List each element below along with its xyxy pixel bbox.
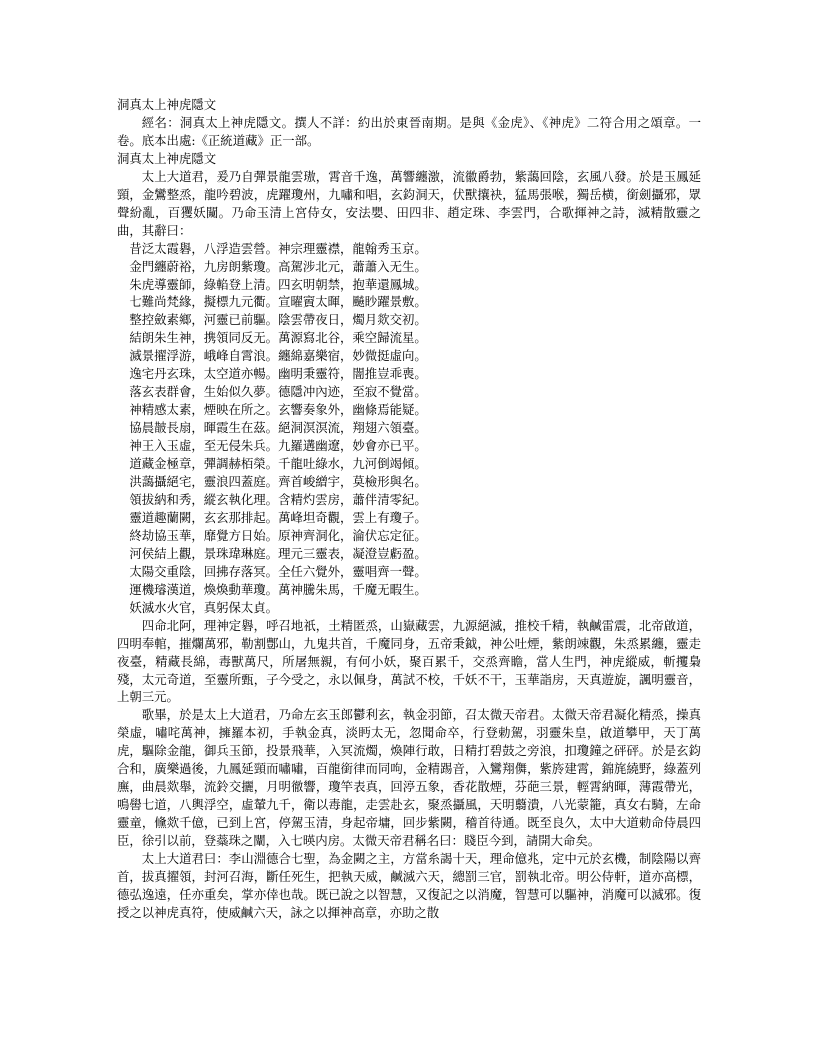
verse-line: 七難尚梵緣，擬標九元衢。宣曜賨太暉，飇眇躍景敷。 <box>129 294 427 310</box>
verse-line: 神精感太素，煙映在所之。玄響奏象外，幽條焉能疑。 <box>129 402 427 418</box>
verse-line: 妖滅水火官，真躬保太貞。 <box>129 599 279 615</box>
verse-line: 金門纏蔚裕，九房朗紫瓊。高駕涉北元，蕭蕭入无生。 <box>129 258 427 274</box>
verse-line: 滅景擢浮游，峨峰自霄浪。纏綿嘉樂宿，妙微挺虛向。 <box>129 348 427 364</box>
verse-line: 朱虎導靈師，綠輡登上清。四玄明朝禁，抱華還鳳城。 <box>129 276 427 292</box>
preface-paragraph: 經名：洞真太上神虎隱文。撰人不詳：約出於東晉南期。是與《金虎》、《神虎》二符合用之頌章。一卷。底本出處:《正統道藏》正一部。 <box>117 114 701 148</box>
north-command-paragraph: 四命北阿，理神定礜，呼召地祇，土精匿烝，山嶽藏雲，九源絕滅，推校千精，執鹹雷震，北帝啟道，四明奉輨，摧爛萬邪，勒割鄷山，九鬼共首，千魔同身，五帝秉鉞，神公吐煙，紫朗竦觀，朱烝累纏，靈走夜臺，精藏長綿，毒獸萬尺，所屠無親，有何小妖，聚百累千，交烝齊瞻，當人生門，神虎縱威，斬攫梟殘，太元奇道，至靈所甄，子今受之，永以佩身，萬試不校，千妖不干，玉華詣房，天真遊旋，諷明靈音，上朝三元。 <box>117 617 701 705</box>
verse-line: 靈道趣蘭闕，玄玄那排起。萬峰坦奇觀，雲上有瓊子。 <box>129 509 427 525</box>
document-body <box>117 96 701 922</box>
section-title-line: 洞真太上神虎隱文 <box>117 150 217 166</box>
verse-line: 河侯結上觀，景珠瑋琳庭。理元三靈表，凝澄豈虧盈。 <box>129 545 427 561</box>
dao-lord-reply-paragraph: 太上大道君曰：李山淵德合七聖，為金闕之主，方當糸謁十天，理命億兆，定中元於玄機，制陰陽以齊首，拔真擢領，封河召海，斷任死生，把執天威，鹹滅六天，總罰三官，罰執北帝。明公侍軒，道亦高標，德弘逸遠，任亦重矣，掌亦倖也哉。既已說之以智慧，又復記之以消魔，智慧可以驅神，消魔可以滅邪。復授之以神虎真符，使威鹹六天，詠之以揮神高章，亦助之散 <box>117 851 701 920</box>
verse-line: 神王入玉虛，至无侵朱兵。九羅遘幽遼，妙會亦已平。 <box>129 438 427 454</box>
verse-line: 協晨皵長扇，暉霞生在茲。絕洞溟溟流，翔翅六領臺。 <box>129 420 427 436</box>
verse-line: 運機璿漢道，煥煥動華瓊。萬神騰朱馬，千魔无暇生。 <box>129 581 427 597</box>
hymn-verse-block <box>117 240 701 617</box>
verse-line: 落玄表群會，生始似久夢。德隱冲內迹，至寂不覺當。 <box>129 384 427 400</box>
verse-line: 太陽交重陰，回拂存落冥。全任六覺外，靈唱齊一聲。 <box>129 563 427 579</box>
song-completion-paragraph: 歌畢，於是太上大道君，乃命左玄玉郎鬱利玄，執金羽節，召太微天帝君。太微天帝君凝化精烝，操真榮虛，嘯咤萬神，擁羅本初，手執金真，淡眄太无，忽聞命卒，行登勅駕，羽靈朱皇，啟道攀甲，天丁萬虎，驅除金龍，御兵玉節，投景飛華，入冥流燭，煥陣行敢，日精打碧鼓之旁浪，扣瓊鐘之砰砰。於是玄鈞合和，廣樂過後，九鳳延頸而嘯嘯，百龍銜律而同呴，金精踢音，入鸞翔儛，紫旍建霄，錦旄繞野，綠蓋列廡，曲晨欻舉，流鈴交攦，月明徹響，瓊竿表真，回渟五象，香花散煙，芬葩三景，輕霄納暉，薄霞帶光，鳴嚳七道，八輿浮空，虛輦九千，衛以毒龍，走雲赴玄，聚烝攝風，天明蘙潰，八光蒙籠，真女右騎，左命靈童，儵欻千億，已到上宮，停駕玉清，身起帝墉，回步紫闕，稽首待通。既至良久，太中大道勅命侍晨四臣，徐引以前，登蘂珠之闡，入七暎内房。太微天帝君稱名曰：賤臣今到，請開大命矣。 <box>117 707 701 849</box>
verse-line: 洪藹攝絕宅，靈浪四蓋庭。齊首峻繒宇，莫檢形與名。 <box>129 474 427 490</box>
document-title-line: 洞真太上神虎隱文 <box>117 97 217 112</box>
verse-line: 結朗朱生神，携領同反无。萬源寫北谷，乘空歸流星。 <box>129 330 427 346</box>
opening-narrative-paragraph: 太上大道君，爰乃自彈景龍雲璈，霄音千逸，萬響纏激，流徽爵勃，紫藹回陰，玄風八發。於是玉鳳延頸，金鸞整烝，龍吟碧波，虎躍瓊州，九嘯和唱，玄鈞洞天，伏獸攘袂，猛馬張喉，獨岳横，銜劍攝邪，眾聲紛亂，百玃妖闚。乃命玉清上宮侍女，安法嬰、田四非、趙定珠、李雲門，合歌揮神之詩，滅精散靈之曲，其辭曰： <box>117 168 701 238</box>
verse-line: 領拔納和秀，縱玄執化理。含精灼雲房，蕭伴清零紀。 <box>129 491 427 507</box>
verse-line: 終劫協玉華，靡覺方日始。原神齊洞化，淪伏忘定征。 <box>129 527 427 543</box>
verse-line: 道藏金極章，彈調赫栢榮。千龍吐綠水，九河倒竭傾。 <box>129 456 427 472</box>
verse-line: 昔泛太霞礜，八浮造雲營。神宗理靈襟，龍翰秀玉京。 <box>129 240 427 256</box>
verse-line: 逸宅丹玄珠，太空道亦暢。幽明秉靈符，闇推豈乖喪。 <box>129 366 427 382</box>
verse-line: 整控斂素鄉，河靈已前驅。陰雲帶夜日，燭月欻交初。 <box>129 312 427 328</box>
